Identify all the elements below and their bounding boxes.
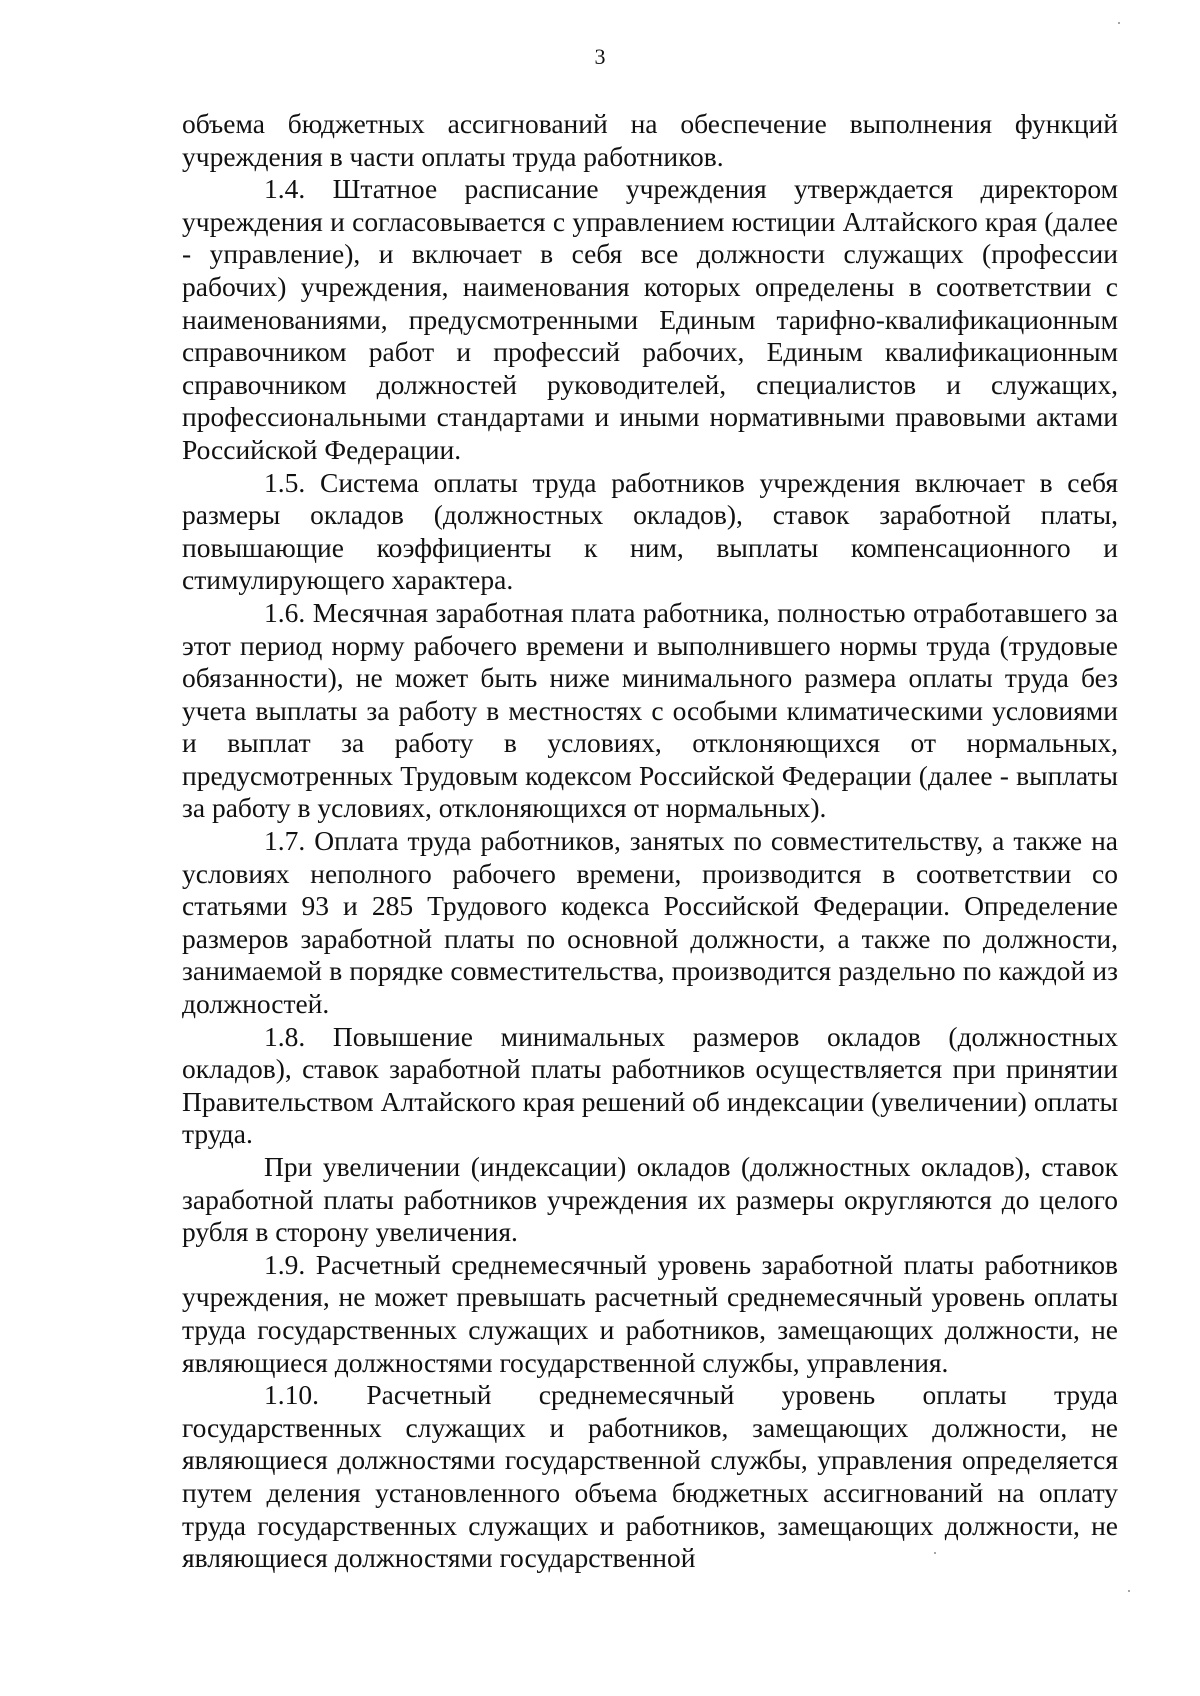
paragraph-indexation: При увеличении (индексации) окладов (должностных окладов), ставок заработной платы работников учреждения их размеры округляются до целого рубля в сторону увеличения. (182, 1151, 1118, 1248)
document-body (182, 108, 1118, 1575)
paragraph-continuation: объема бюджетных ассигнований на обеспечение выполнения функций учреждения в части оплаты труда работников. (182, 108, 1118, 172)
scan-speck (934, 1552, 936, 1554)
paragraph-1-8: 1.8. Повышение минимальных размеров окладов (должностных окладов), ставок заработной платы работников осуществляется при принятии Правительством Алтайского края решений об индексации (увеличении) оплаты труда. (182, 1020, 1118, 1150)
paragraph-1-5: 1.5. Система оплаты труда работников учреждения включает в себя размеры окладов (должностных окладов), ставок заработной платы, повышающие коэффициенты к ним, выплаты компенсационного и стимулирующего характера. (182, 466, 1118, 596)
paragraph-1-6: 1.6. Месячная заработная плата работника, полностью отработавшего за этот период норму рабочего времени и выполнившего нормы труда (трудовые обязанности), не может быть ниже минимального размера оплаты труда без учета выплаты за работу в местностях с особыми климатическими условиями и выплат за работу в условиях, отклоняющихся от нормальных, предусмотренных Трудовым кодексом Российской Федерации (далее - выплаты за работу в условиях, отклоняющихся от нормальных). (182, 596, 1118, 824)
scan-speck (1128, 1590, 1130, 1592)
paragraph-1-9: 1.9. Расчетный среднемесячный уровень заработной платы работников учреждения, не может превышать расчетный среднемесячный уровень оплаты труда государственных служащих и работников, замещающих должности, не являющиеся должностями государственной службы, управления. (182, 1248, 1118, 1378)
page-number: 3 (594, 44, 606, 69)
paragraph-1-4: 1.4. Штатное расписание учреждения утверждается директором учреждения и согласовывается с управлением юстиции Алтайского края (далее - управление), и включает в себя все должности служащих (профессии рабочих) учреждения, наименования которых определены в соответствии с наименованиями, предусмотренными Единым тарифно-квалификационным справочником работ и профессий рабочих, Единым квалификационным справочником должностей руководителей, специалистов и служащих, профессиональными стандартами и иными нормативными правовыми актами Российской Федерации. (182, 173, 1118, 465)
paragraph-1-7: 1.7. Оплата труда работников, занятых по совместительству, а также на условиях неполного рабочего времени, производится в соответствии со статьями 93 и 285 Трудового кодекса Российской Федерации. Определение размеров заработной платы по основной должности, а также по должности, занимаемой в порядке совместительства, производится раздельно по каждой из должностей. (182, 825, 1118, 1020)
scan-speck (1118, 22, 1120, 24)
paragraph-1-10: 1.10. Расчетный среднемесячный уровень оплаты труда государственных служащих и работников, замещающих должности, не являющиеся должностями государственной службы, управления определяется путем деления установленного объема бюджетных ассигнований на оплату труда государственных служащих и работников, замещающих должности, не являющиеся должностями государственной (182, 1379, 1118, 1574)
